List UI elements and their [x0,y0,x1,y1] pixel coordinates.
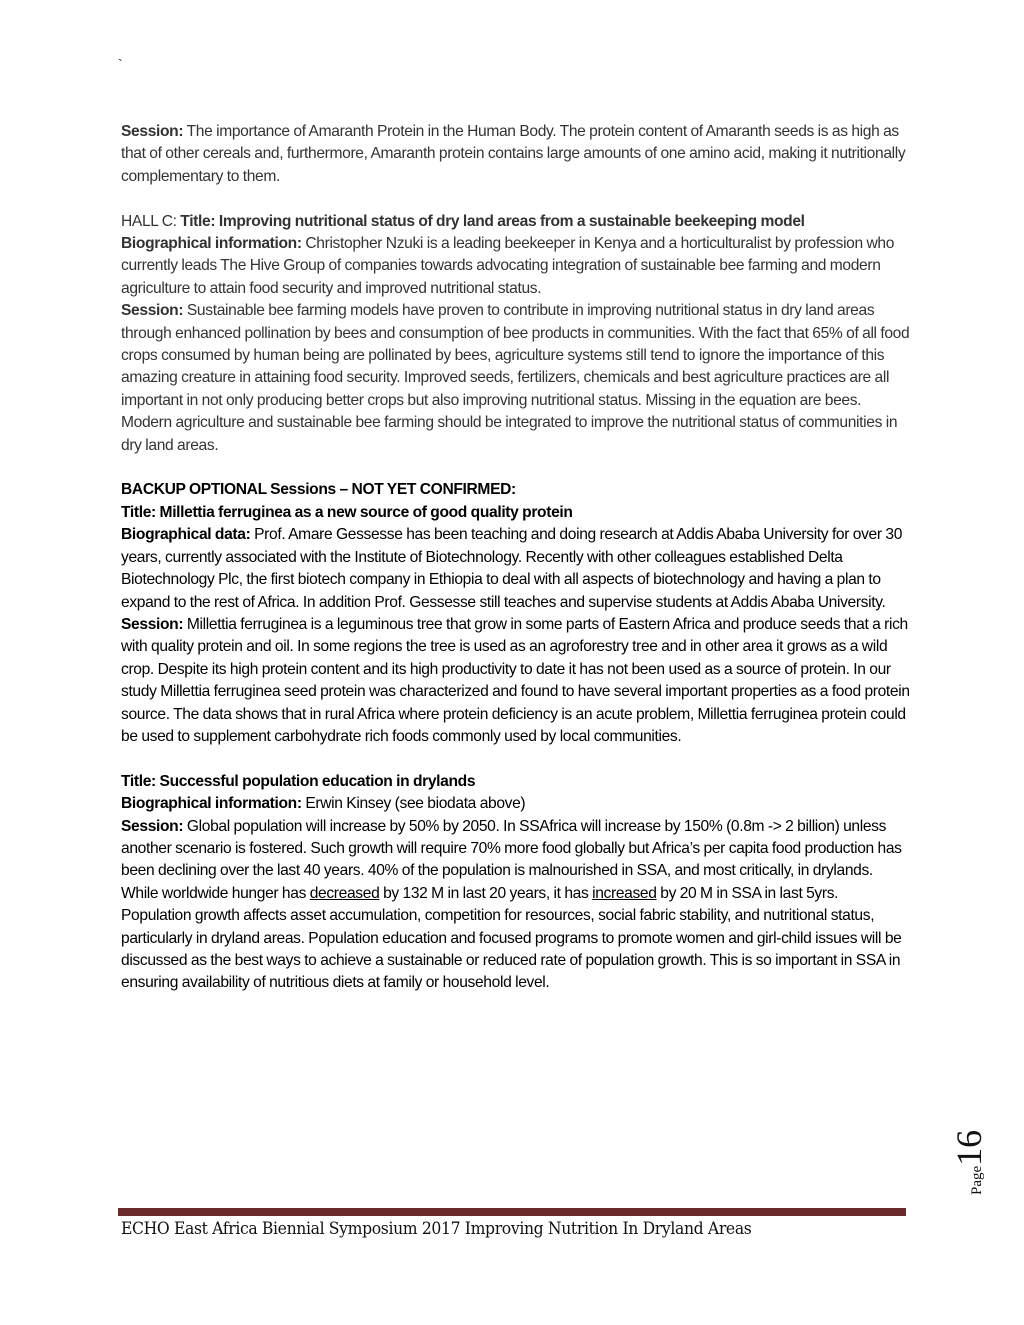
session-text: Global population will increase by 50% by 2050. In SSAfrica will increase by 150% (0.8m -> 2 billion) unless another scenario is fostered. Such growth will require 70% more food globally but Africa’s per capita food production has been declining over the last 40 years. 40% of the population is malnourished in SSA, and most critically, in drylands. While worldwide hunger has [121,817,902,902]
document-body [121,121,911,995]
bio-label: Biographical data: [121,526,251,544]
underlined-increased: increased [592,884,657,902]
backup-heading [121,479,911,501]
footer-divider [118,1208,906,1216]
session-text: Millettia ferruginea is a leguminous tree that grow in some parts of Eastern Africa and produce seeds that a rich with quality protein and oil. In some regions the tree is used as an agroforestry tree and in other area it grows as a wild crop. Despite its high protein content and its high productivity to date it has not been used as a source of protein. In our study Millettia ferruginea seed protein was characterized and found to have several important properties as a food protein source. The data shows that in rural Africa where protein deficiency is an acute problem, Millettia ferruginea protein could be used to supplement carbohydrate rich foods commonly used by local communities. [121,615,910,745]
hall-c-bio [121,233,911,300]
page-number [948,1130,990,1195]
millettia-bio [121,524,911,614]
millettia-session [121,614,911,748]
page-number-value: 16 [949,1129,989,1166]
session-label: Session: [121,302,184,320]
talk-title: Title: Improving nutritional status of dry land areas from a sustainable beekeeping model [180,212,805,230]
session-text: by 132 M in last 20 years, it has [379,884,593,902]
spacer [121,457,911,479]
hall-label: HALL C: [121,212,181,230]
bio-text: Erwin Kinsey (see biodata above) [301,795,526,813]
talk-title: Title: Successful population education in drylands [121,772,476,790]
spacer [121,748,911,770]
population-session [121,816,911,995]
talk-title: Title: Millettia ferruginea as a new source of good quality protein [121,503,573,521]
hall-c-session [121,300,911,457]
session-label: Session: [121,615,184,633]
stray-mark: ` [118,56,123,72]
bio-label: Biographical information: [121,795,302,813]
hall-c-title [121,211,911,233]
population-title [121,771,911,793]
millettia-title [121,502,911,524]
page-label: Page [969,1165,985,1195]
spacer [121,188,911,210]
session-text: Sustainable bee farming models have proven to contribute in improving nutritional status in dry land areas through enhanced pollination by bees and consumption of bee products in communities. With the fact that 65% of all food crops consumed by human being are pollinated by bees, agriculture systems still tend to ignore the importance of this amazing creature in attaining food security. Improved seeds, fertilizers, chemicals and best agriculture practices are all important in not only producing better crops but also improving nutritional status. Missing in the equation are bees. Modern agriculture and sustainable bee farming should be integrated to improve the nutritional status of communities in dry land areas. [121,302,910,454]
bio-label: Biographical information: [121,235,302,253]
backup-heading-text: BACKUP OPTIONAL Sessions – NOT YET CONFIRMED: [121,481,516,499]
underlined-decreased: decreased [309,884,380,902]
footer-title: ECHO East Africa Biennial Symposium 2017 Improving Nutrition In Dryland Areas [121,1219,752,1239]
bio-text: Christopher Nzuki is a leading beekeeper in Kenya and a horticulturalist by profession who currently leads The Hive Group of companies towards advocating integration of sustainable bee farming and modern agriculture to attain food security and improved nutritional status. [121,235,895,297]
session-text: by 20 M in SSA in last 5yrs. Population growth affects asset accumulation, competition for resources, social fabric stability, and nutritional status, particularly in dryland areas. Population education and focused programs to promote women and girl-child issues will be discussed as the best ways to achieve a sustainable or reduced rate of population growth. This is so important in SSA in ensuring availability of nutritious diets at family or household level. [121,884,902,992]
bio-text: Prof. Amare Gessesse has been teaching and doing research at Addis Ababa University for over 30 years, currently associated with the Institute of Biotechnology. Recently with other colleagues established Delta Biotechnology Plc, the first biotech company in Ethiopia to deal with all aspects of biotechnology and having a plan to expand to the rest of Africa. In addition Prof. Gessesse still teaches and supervise students at Addis Ababa University. [121,526,903,611]
population-bio [121,793,911,815]
session-label: Session: [121,123,184,140]
amaranth-session-paragraph [121,121,911,188]
session-label: Session: [121,817,184,835]
session-text: The importance of Amaranth Protein in the Human Body. The protein content of Amaranth seeds is as high as that of other cereals and, furthermore, Amaranth protein contains large amounts of one amino acid, making it nutritionally complementary to them. [121,123,906,185]
